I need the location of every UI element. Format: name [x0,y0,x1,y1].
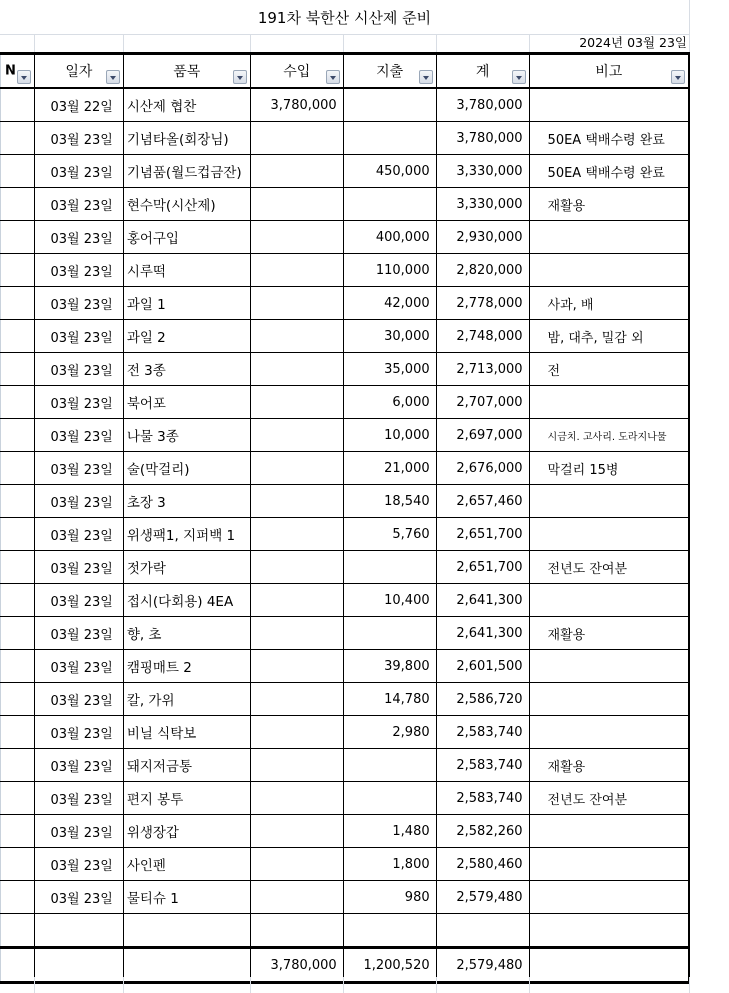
sheet-title-cell[interactable] [0,0,690,35]
expense-cell[interactable]: 1,800 [343,848,436,881]
table-row [1,584,690,617]
table-row [1,551,690,584]
grid-cell[interactable] [436,34,530,52]
no-cell[interactable] [1,386,35,419]
column-header-no[interactable] [1,54,35,89]
item-cell[interactable]: 시루떡 [123,254,250,287]
item-cell[interactable]: 위생팩1, 지퍼백 1 [123,518,250,551]
item-cell[interactable]: 북어포 [123,386,250,419]
item-cell[interactable]: 칼, 가위 [123,683,250,716]
item-cell[interactable]: 현수막(시산제) [123,188,250,221]
filter-dropdown-icon[interactable] [419,70,433,84]
table-row [1,320,690,353]
balance-cell[interactable]: 2,778,000 [436,287,529,320]
balance-cell[interactable]: 2,697,000 [436,419,529,452]
table-row [1,683,690,716]
expense-cell[interactable]: 18,540 [343,485,436,518]
memo-cell[interactable] [529,485,689,518]
item-cell[interactable]: 기념타올(회장님) [123,122,250,155]
balance-cell[interactable]: 3,780,000 [436,88,529,122]
item-cell[interactable]: 위생장갑 [123,815,250,848]
memo-cell[interactable] [529,716,689,749]
filter-dropdown-icon[interactable] [17,70,31,84]
table-row [1,914,690,948]
filter-dropdown-icon[interactable] [106,70,120,84]
grid-cell[interactable] [123,977,251,993]
date-cell[interactable]: 03월 23일 [34,254,123,287]
expense-cell[interactable]: 980 [343,881,436,914]
expense-cell[interactable]: 21,000 [343,452,436,485]
income-cell[interactable] [250,518,343,551]
no-cell[interactable] [1,716,35,749]
date-cell[interactable]: 03월 23일 [34,386,123,419]
no-cell[interactable] [1,914,35,948]
item-cell[interactable]: 접시(다회용) 4EA [123,584,250,617]
income-cell[interactable] [250,848,343,881]
expense-cell[interactable] [343,617,436,650]
grid-cell[interactable] [34,34,124,52]
memo-cell[interactable] [529,88,689,122]
date-cell[interactable]: 03월 23일 [34,782,123,815]
table-row [1,518,690,551]
sheet-title: 191차 북한산 시산제 준비 [257,8,432,27]
empty-row [0,977,689,993]
balance-cell[interactable]: 2,583,740 [436,782,529,815]
income-cell[interactable] [250,881,343,914]
income-cell[interactable] [250,650,343,683]
column-header-income[interactable] [250,54,343,89]
date-cell[interactable]: 03월 23일 [34,452,123,485]
date-cell[interactable]: 03월 23일 [34,749,123,782]
memo-cell[interactable]: 재활용 [529,188,689,221]
expense-cell[interactable] [343,749,436,782]
memo-cell[interactable]: 전년도 잔여분 [529,551,689,584]
memo-cell[interactable]: 전년도 잔여분 [529,782,689,815]
item-cell[interactable]: 사인펜 [123,848,250,881]
total-balance[interactable]: 2,579,480 [436,948,529,983]
item-cell[interactable]: 기념품(월드컵금잔) [123,155,250,188]
income-cell[interactable] [250,188,343,221]
expense-cell[interactable]: 30,000 [343,320,436,353]
no-cell[interactable] [1,584,35,617]
item-cell[interactable]: 홍어구입 [123,221,250,254]
no-cell[interactable] [1,88,35,122]
income-cell[interactable] [250,287,343,320]
no-cell[interactable] [1,650,35,683]
table-row [1,716,690,749]
balance-cell[interactable] [436,914,529,948]
no-cell[interactable] [1,551,35,584]
no-cell[interactable] [1,122,35,155]
date-cell[interactable]: 03월 23일 [34,551,123,584]
no-cell[interactable] [1,188,35,221]
no-cell[interactable] [1,287,35,320]
income-cell[interactable]: 3,780,000 [250,88,343,122]
income-cell[interactable] [250,683,343,716]
column-header-expense[interactable] [343,54,436,89]
total-expense[interactable]: 1,200,520 [343,948,436,983]
item-cell[interactable]: 전 3종 [123,353,250,386]
item-cell[interactable]: 과일 1 [123,287,250,320]
income-cell[interactable] [250,254,343,287]
income-cell[interactable] [250,221,343,254]
date-cell[interactable]: 03월 22일 [34,88,123,122]
balance-cell[interactable]: 2,713,000 [436,353,529,386]
table-row [1,221,690,254]
income-cell[interactable] [250,419,343,452]
balance-cell[interactable]: 2,707,000 [436,386,529,419]
expense-cell[interactable]: 450,000 [343,155,436,188]
memo-cell[interactable] [529,650,689,683]
table-row [1,650,690,683]
income-cell[interactable] [250,122,343,155]
income-cell[interactable] [250,155,343,188]
table-row [1,881,690,914]
date-cell[interactable]: 03월 23일 [34,584,123,617]
table-row [1,353,690,386]
table-row [1,815,690,848]
grid-cell[interactable] [250,34,344,52]
memo-cell[interactable]: 시금치. 고사리. 도라지나물 [529,419,689,452]
header-label: 계 [475,64,490,80]
date-cell[interactable]: 03월 23일 [34,485,123,518]
memo-cell[interactable] [529,848,689,881]
date-cell[interactable]: 03월 23일 [34,617,123,650]
balance-cell[interactable]: 2,601,500 [436,650,529,683]
date-cell[interactable]: 03월 23일 [34,815,123,848]
column-header-date[interactable] [34,54,123,89]
header-label: 일자 [65,64,93,80]
table-row [1,254,690,287]
table-row [1,419,690,452]
filter-dropdown-icon[interactable] [233,70,247,84]
expense-cell[interactable]: 5,760 [343,518,436,551]
memo-cell[interactable]: 재활용 [529,617,689,650]
expense-cell[interactable]: 42,000 [343,287,436,320]
income-cell[interactable] [250,386,343,419]
table-row [1,848,690,881]
balance-cell[interactable]: 2,676,000 [436,452,529,485]
no-cell[interactable] [1,848,35,881]
income-cell[interactable] [250,353,343,386]
income-cell[interactable] [250,749,343,782]
grid-cell[interactable] [123,34,251,52]
total-income[interactable]: 3,780,000 [250,948,343,983]
expense-cell[interactable] [343,188,436,221]
income-cell[interactable] [250,716,343,749]
no-cell[interactable] [1,320,35,353]
date-cell[interactable]: 03월 23일 [34,122,123,155]
expense-cell[interactable] [343,88,436,122]
item-cell[interactable]: 돼지저금통 [123,749,250,782]
no-cell[interactable] [1,617,35,650]
expense-cell[interactable] [343,551,436,584]
memo-cell[interactable] [529,683,689,716]
date-cell[interactable]: 03월 23일 [34,650,123,683]
income-cell[interactable] [250,584,343,617]
date-cell[interactable]: 03월 23일 [34,188,123,221]
item-cell[interactable]: 비닐 식탁보 [123,716,250,749]
report-date: 2024년 03월 23일 [579,35,687,50]
item-cell[interactable]: 향, 초 [123,617,250,650]
date-cell[interactable]: 03월 23일 [34,287,123,320]
balance-cell[interactable]: 3,330,000 [436,188,529,221]
item-cell[interactable]: 시산제 협찬 [123,88,250,122]
date-cell[interactable]: 03월 23일 [34,155,123,188]
income-cell[interactable] [250,782,343,815]
memo-cell[interactable] [529,221,689,254]
income-cell[interactable] [250,485,343,518]
date-cell[interactable] [34,914,123,948]
date-cell[interactable]: 03월 23일 [34,353,123,386]
header-label: 비고 [595,64,623,80]
grid-cell[interactable] [343,34,437,52]
grid-cell[interactable] [34,977,124,993]
balance-cell[interactable]: 2,641,300 [436,584,529,617]
grid-cell[interactable] [0,977,35,993]
balance-cell[interactable]: 2,930,000 [436,221,529,254]
column-header-item[interactable] [123,54,250,89]
column-header-memo[interactable] [529,54,689,89]
memo-cell[interactable] [529,254,689,287]
item-cell[interactable]: 나물 3종 [123,419,250,452]
item-cell[interactable]: 물티슈 1 [123,881,250,914]
column-header-balance[interactable] [436,54,529,89]
memo-cell[interactable]: 50EA 택배수령 완료 [529,155,689,188]
filter-dropdown-icon[interactable] [512,70,526,84]
memo-cell[interactable] [529,914,689,948]
memo-cell[interactable]: 사과, 배 [529,287,689,320]
income-cell[interactable] [250,815,343,848]
balance-cell[interactable]: 2,748,000 [436,320,529,353]
memo-cell[interactable]: 전 [529,353,689,386]
item-cell[interactable]: 캠핑매트 2 [123,650,250,683]
no-cell[interactable] [1,881,35,914]
no-cell[interactable] [1,221,35,254]
date-row [0,34,689,52]
no-cell[interactable] [1,782,35,815]
balance-cell[interactable]: 2,583,740 [436,749,529,782]
header-label: 품목 [173,64,201,80]
grid-cell[interactable] [529,977,690,993]
memo-cell[interactable] [529,386,689,419]
filter-dropdown-icon[interactable] [326,70,340,84]
table-row [1,749,690,782]
item-cell[interactable]: 술(막걸리) [123,452,250,485]
balance-cell[interactable]: 2,820,000 [436,254,529,287]
income-cell[interactable] [250,617,343,650]
item-cell[interactable]: 편지 봉투 [123,782,250,815]
no-cell[interactable] [1,254,35,287]
expense-cell[interactable]: 35,000 [343,353,436,386]
balance-cell[interactable]: 2,586,720 [436,683,529,716]
balance-cell[interactable]: 2,651,700 [436,518,529,551]
table-row [1,617,690,650]
no-cell[interactable] [1,518,35,551]
date-cell[interactable]: 03월 23일 [34,683,123,716]
filter-dropdown-icon[interactable] [671,70,685,84]
header-label: 지출 [376,64,404,80]
table-row [1,452,690,485]
no-cell[interactable] [1,485,35,518]
no-cell[interactable] [1,815,35,848]
balance-cell[interactable]: 2,583,740 [436,716,529,749]
date-cell[interactable]: 03월 23일 [34,320,123,353]
income-cell[interactable] [250,914,343,948]
no-cell[interactable] [1,419,35,452]
memo-cell[interactable]: 막걸리 15병 [529,452,689,485]
table-row [1,782,690,815]
no-cell[interactable] [1,353,35,386]
balance-cell[interactable]: 2,579,480 [436,881,529,914]
date-cell[interactable]: 03월 23일 [34,518,123,551]
no-cell[interactable] [1,749,35,782]
memo-cell[interactable]: 50EA 택배수령 완료 [529,122,689,155]
expense-cell[interactable]: 400,000 [343,221,436,254]
income-cell[interactable] [250,452,343,485]
balance-cell[interactable]: 2,641,300 [436,617,529,650]
income-cell[interactable] [250,551,343,584]
balance-cell[interactable]: 3,330,000 [436,155,529,188]
expense-cell[interactable] [343,914,436,948]
balance-cell[interactable]: 3,780,000 [436,122,529,155]
no-cell[interactable] [1,155,35,188]
expense-cell[interactable]: 6,000 [343,386,436,419]
item-cell[interactable]: 초장 3 [123,485,250,518]
header-label: 수입 [283,64,311,80]
expense-cell[interactable] [343,122,436,155]
memo-cell[interactable]: 밤, 대추, 밀감 외 [529,320,689,353]
item-cell[interactable] [123,914,250,948]
expense-cell[interactable] [343,782,436,815]
expense-cell[interactable]: 14,780 [343,683,436,716]
memo-cell[interactable] [529,584,689,617]
header-label: N [5,63,16,79]
memo-cell[interactable]: 재활용 [529,749,689,782]
balance-cell[interactable]: 2,651,700 [436,551,529,584]
item-cell[interactable]: 과일 2 [123,320,250,353]
table-row [1,287,690,320]
memo-cell[interactable] [529,518,689,551]
expense-cell[interactable]: 10,400 [343,584,436,617]
grid-cell[interactable] [250,977,344,993]
memo-cell[interactable] [529,881,689,914]
ledger-table [0,52,690,984]
date-cell[interactable]: 03월 23일 [34,221,123,254]
balance-cell[interactable]: 2,582,260 [436,815,529,848]
expense-cell[interactable]: 10,000 [343,419,436,452]
table-row [1,485,690,518]
table-row [1,122,690,155]
grid-cell[interactable] [0,34,35,52]
item-cell[interactable]: 젓가락 [123,551,250,584]
table-row [1,386,690,419]
no-cell[interactable] [1,683,35,716]
grid-cell[interactable] [343,977,437,993]
header-row [1,54,690,89]
date-cell[interactable]: 03월 23일 [34,716,123,749]
grid-cell[interactable] [436,977,530,993]
memo-cell[interactable] [529,815,689,848]
date-cell[interactable]: 03월 23일 [34,848,123,881]
expense-cell[interactable]: 1,480 [343,815,436,848]
expense-cell[interactable]: 110,000 [343,254,436,287]
table-row [1,155,690,188]
table-row [1,88,690,122]
date-cell[interactable]: 03월 23일 [34,419,123,452]
no-cell[interactable] [1,452,35,485]
balance-cell[interactable]: 2,657,460 [436,485,529,518]
date-cell[interactable]: 03월 23일 [34,881,123,914]
balance-cell[interactable]: 2,580,460 [436,848,529,881]
table-row [1,188,690,221]
expense-cell[interactable]: 39,800 [343,650,436,683]
income-cell[interactable] [250,320,343,353]
expense-cell[interactable]: 2,980 [343,716,436,749]
